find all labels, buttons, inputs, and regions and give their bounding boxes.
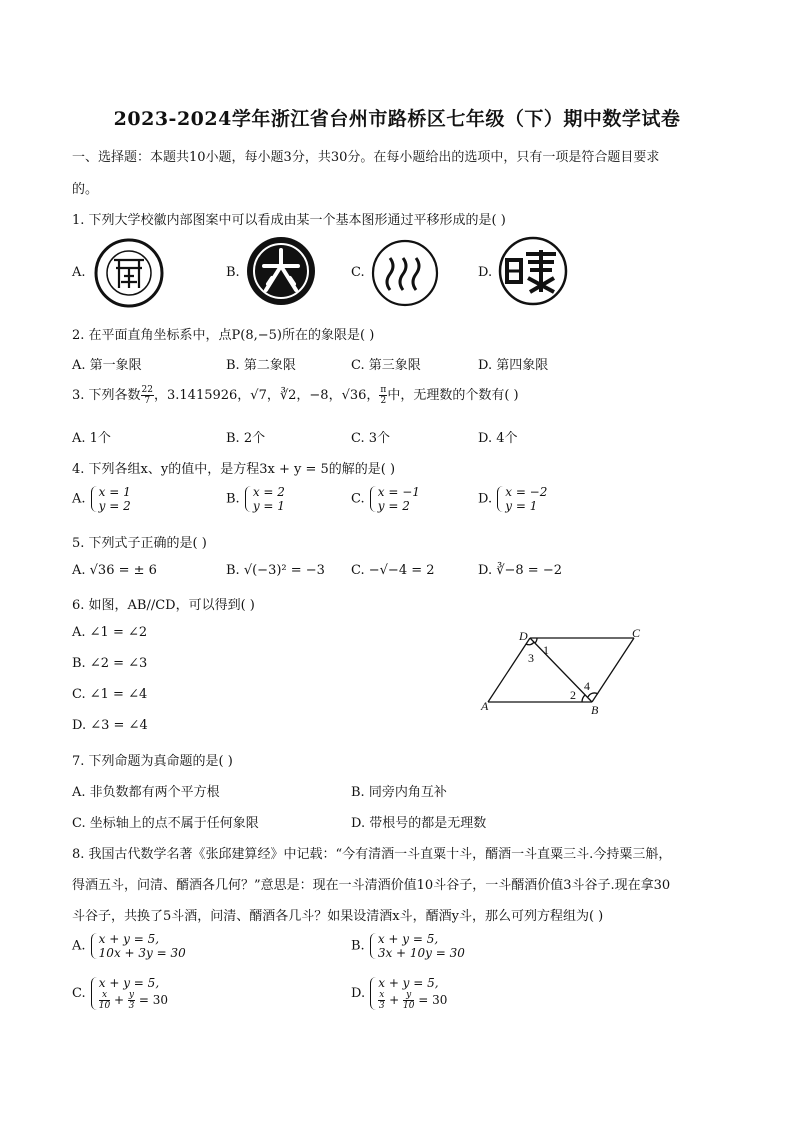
angle-4-label: 4 [584, 679, 590, 693]
q3-frac2-num: π [380, 385, 387, 395]
point-d-label: D [519, 629, 528, 643]
q5-option-b: B. √(−3)² = −3 [226, 563, 325, 578]
q8-option-b [351, 932, 465, 960]
q8-d-eq2: $\frac{x}{3}$ + $\frac{y}{10}$ = 30 [378, 990, 448, 1011]
q4-option-c [351, 485, 420, 513]
q6-stem: 6. 如图，AB//CD，可以得到( ) [72, 598, 255, 613]
q4-stem: 4. 下列各组x、y的值中，是方程3x + y = 5的解的是( ) [72, 462, 396, 477]
q1-label-d: D. [478, 265, 493, 280]
q3-stem-part-b: ，3.1415926，√7，∛2，−8，√36， [154, 388, 380, 403]
angle-2-arc [582, 695, 585, 702]
q4-system-b [244, 485, 285, 513]
q7-option-a: A. 非负数都有两个平方根 [72, 785, 220, 800]
q8-b-eq1: x + y = 5, [377, 932, 439, 946]
q3-stem-part-a: 3. 下列各数 [72, 388, 141, 403]
q2-option-b: B. 第二象限 [226, 358, 296, 373]
q4-label-b: B. [226, 491, 240, 507]
q1-stem: 1. 下列大学校徽内部图案中可以看成由某一个基本图形通过平移形成的是( ) [72, 213, 506, 228]
angle-1-arc [535, 638, 537, 643]
q3-option-a: A. 1个 [72, 431, 111, 446]
q4-label-c: C. [351, 491, 365, 507]
q8-c-eq2: $\frac{x}{10}$ + $\frac{y}{3}$ = 30 [98, 990, 168, 1011]
q8-text-line3: 斗谷子，共换了5斗酒，问清、醑酒各几斗？如果设清酒x斗，醑酒y斗，那么可列方程组为( ) [72, 909, 604, 924]
q8-c-eq1: x + y = 5, [98, 976, 160, 990]
q7-option-c: C. 坐标轴上的点不属于任何象限 [72, 816, 259, 831]
q4-option-a [72, 485, 131, 513]
point-c-label: C [632, 626, 641, 640]
point-a-label: A [481, 699, 489, 713]
q4-label-d: D. [478, 491, 493, 507]
q3-option-c: C. 3个 [351, 431, 391, 446]
q3-frac1-den: 7 [144, 396, 151, 406]
q2-option-d: D. 第四象限 [478, 358, 549, 373]
q5-option-d: D. ∛−8 = −2 [478, 563, 562, 578]
badge-zhejiang-icon [370, 238, 440, 308]
point-b-label: B [591, 703, 599, 717]
q8-c-frac1-den: 10 [98, 1001, 111, 1011]
q4-system-d [496, 485, 547, 513]
q4-d-eq2: y = 1 [505, 499, 538, 513]
line-bc [592, 638, 634, 702]
q4-a-eq2: y = 2 [98, 499, 131, 513]
q8-label-d: D. [351, 986, 366, 1001]
q8-d-frac2-den: 10 [403, 1001, 415, 1011]
q7-option-d: D. 带根号的都是无理数 [351, 816, 487, 831]
q8-d-frac2 [403, 990, 414, 1011]
exam-title: 2023-2024学年浙江省台州市路桥区七年级（下）期中数学试卷 [113, 108, 681, 130]
q6-option-d: D. ∠3 = ∠4 [72, 718, 148, 733]
q6-option-a: A. ∠1 = ∠2 [72, 625, 148, 640]
q8-c-frac1 [99, 990, 110, 1011]
q8-c-frac2-den: 3 [128, 1001, 135, 1011]
q1-label-b: B. [226, 265, 240, 280]
q8-d-eq-rhs: = 30 [418, 993, 448, 1007]
q8-b-eq2: 3x + 10y = 30 [377, 946, 465, 960]
q3-stem-part-c: 中，无理数的个数有( ) [387, 388, 519, 403]
q8-option-a [72, 932, 186, 960]
q6-option-b: B. ∠2 = ∠3 [72, 656, 148, 671]
line-db [530, 638, 592, 702]
section-instruction-line2: 的。 [72, 182, 99, 197]
q8-c-frac1-num: x [99, 990, 110, 1001]
badge-nankai-icon [94, 238, 164, 308]
q4-d-eq1: x = −2 [505, 485, 548, 499]
q8-d-frac1-num: x [379, 990, 385, 1000]
q6-option-c: C. ∠1 = ∠4 [72, 687, 148, 702]
q8-system-d [369, 976, 447, 1011]
parallelogram-figure [478, 624, 648, 720]
q2-option-a: A. 第一象限 [72, 358, 142, 373]
q4-c-eq1: x = −1 [377, 485, 420, 499]
q8-c-frac2-num: y [128, 990, 134, 1000]
q4-c-eq2: y = 2 [377, 499, 410, 513]
q3-option-b: B. 2个 [226, 431, 266, 446]
q8-label-b: B. [351, 938, 365, 954]
q3-stem [72, 384, 519, 406]
badge-fudan-icon [498, 236, 568, 306]
q1-label-a: A. [72, 265, 86, 280]
q8-a-eq1: x + y = 5, [98, 932, 160, 946]
q4-a-eq1: x = 1 [98, 485, 131, 499]
q3-fraction-22-7 [141, 385, 154, 406]
q8-text-line1: 8. 我国古代数学名著《张邱建算经》中记载：“今有清酒一斗直粟十斗，醑酒一斗直粟三斗.今持粟三斛， [72, 847, 672, 862]
q5-option-a: A. √36 = ± 6 [72, 563, 157, 578]
section-instruction-line1: 一、选择题：本题共10小题，每小题3分，共30分。在每小题给出的选项中，只有一项是符合题目要求 [72, 150, 660, 165]
q4-system-c [369, 485, 420, 513]
q8-option-d [351, 976, 447, 1011]
q8-d-frac1 [378, 990, 385, 1011]
q2-stem: 2. 在平面直角坐标系中，点P(8,−5)所在的象限是( ) [72, 328, 375, 343]
q8-option-c [72, 976, 168, 1011]
q5-stem: 5. 下列式子正确的是( ) [72, 536, 207, 551]
q3-frac2-den: 2 [380, 396, 387, 406]
line-ad [488, 638, 530, 702]
q8-system-b [369, 932, 465, 960]
q8-system-c [90, 976, 168, 1011]
q4-option-d [478, 485, 547, 513]
q8-d-frac1-den: 3 [378, 1001, 385, 1011]
q4-option-b [226, 485, 285, 513]
q8-system-a [90, 932, 186, 960]
angle-2-label: 2 [570, 688, 576, 702]
q2-option-c: C. 第三象限 [351, 358, 421, 373]
q8-d-eq1: x + y = 5, [378, 976, 439, 990]
q3-option-d: D. 4个 [478, 431, 518, 446]
q8-label-c: C. [72, 986, 86, 1001]
q8-c-eq-rhs: = 30 [138, 993, 168, 1007]
q4-system-a [90, 485, 131, 513]
q7-option-b: B. 同旁内角互补 [351, 785, 447, 800]
q7-stem: 7. 下列命题为真命题的是( ) [72, 754, 233, 769]
angle-3-label: 3 [528, 651, 534, 665]
q4-label-a: A. [72, 491, 86, 507]
q1-label-c: C. [351, 265, 365, 280]
angle-1-label: 1 [543, 643, 549, 657]
q4-b-eq1: x = 2 [252, 485, 285, 499]
badge-peking-icon [246, 236, 316, 306]
q4-b-eq2: y = 1 [252, 499, 285, 513]
q8-d-frac2-num: y [403, 990, 414, 1001]
q3-frac1-num: 22 [141, 385, 153, 395]
q8-text-line2: 得酒五斗，问清、醑酒各几何？”意思是：现在一斗清酒价值10斗谷子，一斗醑酒价值3斗谷子.现在拿30 [72, 878, 671, 893]
q8-a-eq2: 10x + 3y = 30 [98, 946, 186, 960]
q5-option-c: C. −√−4 = 2 [351, 563, 435, 578]
q8-c-frac2 [128, 990, 135, 1011]
q8-label-a: A. [72, 938, 86, 954]
